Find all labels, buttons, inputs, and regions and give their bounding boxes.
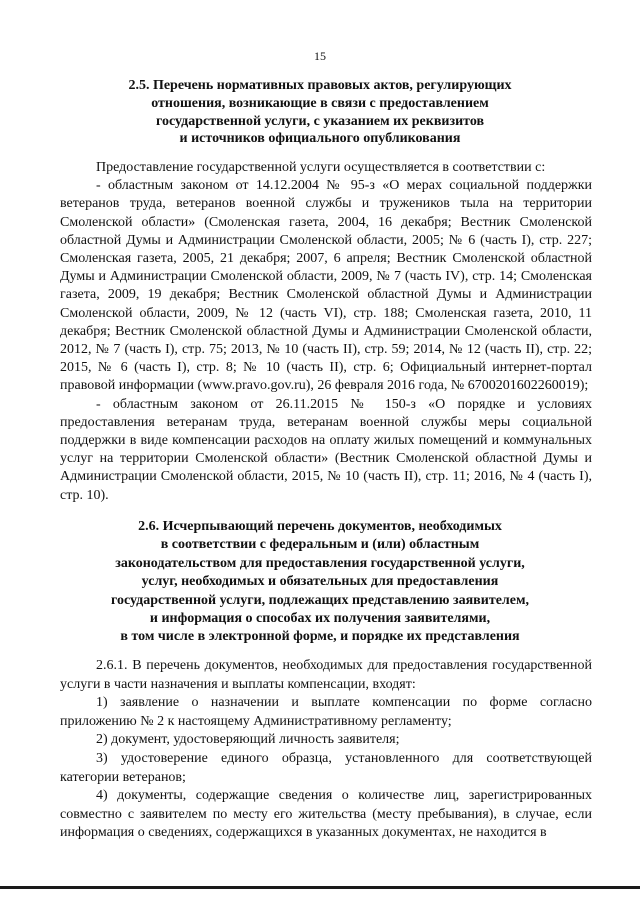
document-item-3: 3) удостоверение единого образца, установленного для соответствующей категории ветеранов;	[60, 750, 592, 785]
page-number: 15	[314, 49, 326, 63]
document-item-1: 1) заявление о назначении и выплате компенсации по форме согласно приложению № 2 к настоящему Административному регламенту;	[60, 695, 592, 729]
heading-line: 2.5. Перечень нормативных правовых актов, регулирующих	[128, 78, 512, 93]
law-item-150-z: - областным законом от 26.11.2015 № 150-з «О порядке и условиях предоставления ветеранам труда, ветеранам военной службы меры социальной поддержки в виде компенсации расходов на оплату жилых помещений и коммунальных услуг на территории Смоленской области» (Вестник Смоленской областной Думы и Администрации Смоленской области, 2015, № 10 (часть II), стр. 11; 2016, № 4 (часть I), стр. 10).	[60, 396, 592, 503]
scan-bottom-border	[0, 886, 640, 889]
law-item-95-z: - областным законом от 14.12.2004 № 95-з «О мерах социальной поддержки ветеранов труда, ветеранов военной службы и тружеников тыла на территории Смоленской области» (Смоленская газета, 2004, 16 декабря; Вестник Смоленской областной Думы и Администрации Смоленской области, 2005; № 6 (часть I), стр. 227; Смоленская газета, 2005, 21 декабря; 2007, 6 апреля; Вестник Смоленской областной Думы и Администрации Смоленской области, 2009, № 7 (часть IV), стр. 14; Смоленская газета, 2009, 19 декабря; Вестник Смоленской областной Думы и Администрации Смоленской области, 2009, № 12 (часть VI), стр. 188; Смоленская газета, 2010, 11 декабря; Вестник Смоленской областной Думы и Администрации Смоленской области, 2012, № 7 (часть I), стр. 75; 2013, № 10 (часть II), стр. 59; 2014, № 12 (часть II), стр. 22; 2015, № 6 (часть I), стр. 8; № 10 (часть II), стр. 6; Официальный интернет-портал правовой информации (www.pravo.gov.ru), 26 февраля 2016 года, № 6700201602260019);	[60, 178, 592, 394]
heading-line: законодательством для предоставления государственной услуги,	[115, 555, 525, 571]
heading-line: в том числе в электронной форме, и порядке их представления	[120, 629, 520, 645]
heading-line: 2.6. Исчерпывающий перечень документов, необходимых	[138, 519, 502, 534]
document-item-4: 4) документы, содержащие сведения о количестве лиц, зарегистрированных совместно с заявителем по месту его жительства (месту пребывания), в случае, если информация о сведениях, содержащихся в указанных документах, не находится в	[60, 788, 592, 841]
section-2-5-heading	[60, 77, 580, 148]
section-2-6-body	[60, 657, 592, 843]
section-2-5-body	[60, 159, 592, 505]
document-item-2: 2) документ, удостоверяющий личность заявителя;	[96, 732, 400, 748]
heading-line: государственной услуги, с указанием их реквизитов	[155, 113, 485, 129]
heading-line: услуг, необходимых и обязательных для предоставления	[141, 574, 499, 590]
paragraph-2-6-1: 2.6.1. В перечень документов, необходимых для предоставления государственной услуги в части назначения и выплаты компенсации, входят:	[60, 658, 592, 692]
heading-line: государственной услуги, подлежащих представлению заявителем,	[110, 592, 530, 608]
heading-line: отношения, возникающие в связи с предоставлением	[151, 95, 489, 111]
heading-line: и источников официального опубликования	[179, 131, 461, 147]
section-2-6-heading	[60, 518, 580, 647]
heading-line: в соответствии с федеральным и (или) областным	[160, 537, 480, 553]
heading-line: и информация о способах их получения заявителями,	[149, 611, 491, 627]
section-2-5-intro: Предоставление государственной услуги осуществляется в соответствии с:	[96, 160, 546, 175]
